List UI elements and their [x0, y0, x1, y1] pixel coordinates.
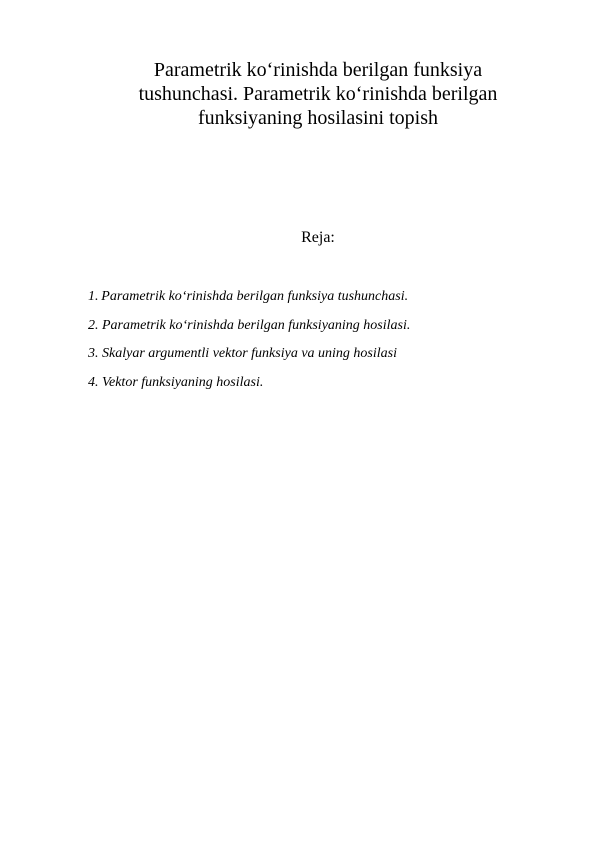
plan-item: 4. Vektor funksiyaning hosilasi. [88, 374, 264, 390]
title-line: Parametrik ko‘rinishda berilgan funksiya [153, 59, 483, 81]
title-line: tushunchasi. Parametrik ko‘rinishda berilgan [138, 83, 498, 105]
plan-heading: Reja: [301, 229, 335, 246]
plan-item: 1. Parametrik ko‘rinishda berilgan funksiya tushunchasi. [88, 289, 409, 304]
plan-item: 2. Parametrik ko‘rinishda berilgan funksiyaning hosilasi. [88, 317, 411, 333]
plan-list [88, 287, 410, 401]
plan-item: 3. Skalyar argumentli vektor funksiya va uning hosilasi [88, 346, 397, 361]
document-title [90, 58, 546, 130]
title-line: funksiyaning hosilasini topish [198, 107, 438, 129]
